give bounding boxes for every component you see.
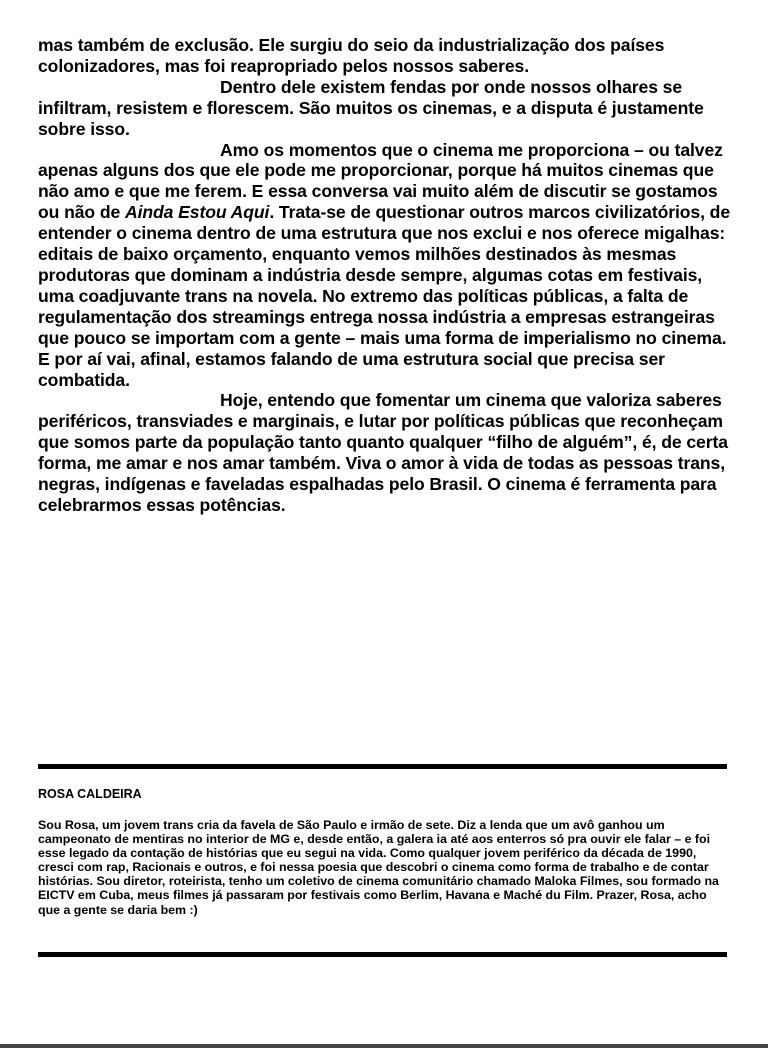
author-bio: Sou Rosa, um jovem trans cria da favela de São Paulo e irmão de sete. Diz a lenda que um avô ganhou um campeonato de mentiras no interior de MG e, desde então, a galera ia até aos enterros só pra ouvir ele falar – e foi esse legado da contação de histórias que eu segui na vida. Como qualquer jovem periférico da década de 1990, cresci com rap, Racionais e outros, e foi nessa poesia que descobri o cinema como forma de trabalho e de contar histórias. Sou diretor, roteirista, tenho um coletivo de cinema comunitário chamado Maloka Filmes, sou formado na EICTV em Cuba, meus filmes já passaram por festivais como Berlim, Havana e Maché du Film. Prazer, Rosa, acho que a gente se daria bem :) [38, 818, 719, 917]
film-title: Ainda Estou Aqui [124, 202, 270, 223]
article-body [38, 35, 738, 516]
paragraph-3 [38, 140, 738, 391]
divider-top [38, 764, 727, 769]
paragraph-3-text-start: Amo os momentos que o cinema me proporciona – ou talvez apenas alguns dos que ele pode me proporcionar, porque há muitos cinemas que não amo e que me ferem. E essa conversa vai muito além de discutir se gostamos ou não de [38, 139, 723, 223]
author-name: ROSA CALDEIRA [38, 787, 142, 801]
divider-bottom [38, 952, 727, 957]
paragraph-3-text-end: . Trata-se de questionar outros marcos civilizatórios, de entender o cinema dentro de uma estrutura que nos exclui e nos oferece migalhas: editais de baixo orçamento, enquanto vemos milhões destinados às mesmas produtoras que dominam a indústria desde sempre, algumas cotas em festivais, uma coadjuvante trans na novela. No extremo das políticas públicas, a falta de regulamentação dos streamings entrega nossa indústria a empresas estrangeiras que pouco se importam com a gente – mais uma forma de imperialismo no cinema. E por aí vai, afinal, estamos falando de uma estrutura social que precisa ser combatida. [38, 202, 731, 390]
paragraph-1: mas também de exclusão. Ele surgiu do seio da industrialização dos países colonizadores, mas foi reapropriado pelos nossos saberes. [38, 35, 665, 76]
page-edge [0, 1044, 768, 1048]
paragraph-2: Dentro dele existem fendas por onde nossos olhares se infiltram, resistem e florescem. São muitos os cinemas, e a disputa é justamente sobre isso. [38, 76, 704, 139]
paragraph-4: Hoje, entendo que fomentar um cinema que valoriza saberes periféricos, transviades e marginais, e lutar por políticas públicas que reconheçam que somos parte da população tanto quanto qualquer “filho de alguém”, é, de certa forma, me amar e nos amar também. Viva o amor à vida de todas as pessoas trans, negras, indígenas e faveladas espalhadas pelo Brasil. O cinema é ferramenta para celebrarmos essas potências. [38, 390, 728, 515]
